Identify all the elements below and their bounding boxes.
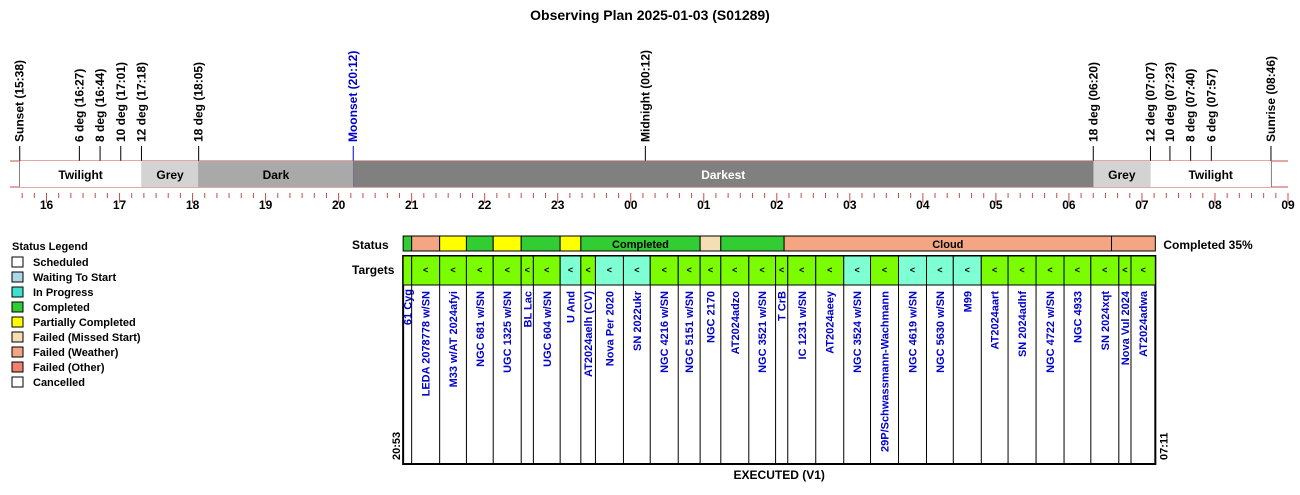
status-row-label: Status (352, 238, 389, 252)
targets-frame (403, 256, 1155, 464)
target-name: NGC 3521 w/SN (757, 291, 770, 373)
legend-label: Completed (33, 302, 90, 314)
event-label: 18 deg (06:20) (1086, 61, 1101, 142)
target-name: UGC 1325 w/SN (502, 291, 515, 373)
event-label: Midnight (00:12) (638, 50, 653, 142)
legend-label: Cancelled (33, 377, 85, 389)
target-marker: < (1102, 265, 1108, 275)
target-name: Nova Vul 2024 (1119, 291, 1132, 366)
target-name: M99 (962, 291, 975, 313)
target-block (403, 256, 412, 285)
hour-label: 08 (1208, 198, 1222, 212)
legend-title: Status Legend (12, 241, 88, 253)
target-marker: < (909, 265, 916, 275)
target-marker: < (661, 265, 667, 275)
target-marker: < (1019, 265, 1025, 275)
legend-label: Failed (Other) (33, 362, 105, 374)
target-name: 61 Cyg (402, 289, 415, 326)
phase-label: Grey (1108, 168, 1136, 182)
hour-label: 22 (478, 198, 492, 212)
legend-swatch (12, 257, 23, 267)
target-marker: < (634, 265, 640, 275)
hour-label: 21 (404, 198, 419, 212)
hour-label: 02 (770, 198, 784, 212)
targets-footer: EXECUTED (V1) (733, 468, 825, 482)
target-marker: < (732, 265, 738, 275)
target-name: NGC 5630 w/SN (934, 291, 947, 373)
target-marker: < (606, 265, 613, 275)
event-label: 8 deg (16:44) (93, 68, 108, 142)
target-marker: < (1140, 265, 1146, 275)
target-marker: < (686, 265, 692, 275)
event-label: 18 deg (18:05) (191, 61, 206, 142)
target-marker: < (1122, 265, 1128, 275)
status-segment-label: Cloud (932, 239, 964, 251)
hour-label: 17 (112, 198, 127, 212)
legend-label: In Progress (33, 287, 94, 299)
event-label: 12 deg (07:07) (1143, 61, 1158, 142)
target-marker: < (854, 265, 860, 275)
targets-row (352, 256, 1170, 482)
sky-phase-band (10, 161, 1288, 187)
legend-label: Failed (Missed Start) (33, 332, 141, 344)
target-name: LEDA 2078778 w/SN (420, 291, 433, 397)
targets-row-label: Targets (352, 263, 395, 277)
status-segment (1112, 236, 1156, 251)
target-name: SN 2024adhf (1017, 291, 1030, 358)
hour-label: 03 (843, 198, 857, 212)
target-name: M33 w/AT 2024afyi (448, 291, 461, 388)
target-name: AT2024adwa (1138, 291, 1151, 357)
legend-swatch (12, 362, 23, 372)
event-label: Moonset (20:12) (346, 50, 361, 142)
legend-label: Scheduled (33, 257, 89, 269)
event-label: 6 deg (16:27) (72, 68, 87, 142)
target-name: AT2024aelh (CV) (583, 291, 596, 377)
status-segment (412, 236, 440, 251)
target-name: SN 2024xqt (1099, 291, 1112, 351)
phase-label: Darkest (701, 168, 746, 182)
target-marker: < (759, 265, 765, 275)
target-name: NGC 4722 w/SN (1045, 291, 1058, 373)
target-name: AT2024aeey (824, 291, 837, 354)
legend-label: Waiting To Start (33, 272, 117, 284)
target-marker: < (1047, 265, 1053, 275)
hour-label: 05 (989, 198, 1003, 212)
target-name: AT2024adzo (729, 291, 742, 355)
target-marker: < (964, 265, 970, 275)
time-axis (22, 193, 1295, 212)
status-segment (403, 236, 412, 251)
target-marker: < (544, 265, 550, 275)
hour-label: 16 (39, 198, 54, 212)
target-marker: < (477, 265, 483, 275)
legend-swatch (12, 332, 23, 342)
event-label: 8 deg (07:40) (1183, 68, 1198, 142)
target-name: NGC 681 w/SN (474, 291, 487, 367)
target-name: Nova Per 2020 (604, 291, 617, 367)
hour-label: 20 (331, 198, 346, 212)
target-marker: < (585, 265, 591, 275)
target-marker: < (423, 265, 429, 275)
target-marker: < (567, 265, 574, 275)
target-marker: < (1074, 265, 1081, 275)
status-row (352, 236, 1253, 252)
legend-swatch (12, 287, 23, 297)
target-name: UGC 604 w/SN (541, 291, 554, 367)
target-marker: < (450, 265, 456, 275)
target-marker: < (504, 265, 510, 275)
event-label: Sunrise (08:46) (1263, 55, 1278, 142)
status-segment (721, 236, 784, 251)
event-label: 6 deg (07:57) (1204, 68, 1219, 142)
legend-swatch (12, 317, 23, 327)
target-name: BL Lac (522, 291, 535, 328)
hour-label: 06 (1062, 198, 1076, 212)
target-name: NGC 4619 w/SN (907, 291, 920, 373)
target-marker: < (881, 265, 888, 275)
status-segment (493, 236, 521, 251)
hour-label: 09 (1281, 198, 1295, 212)
targets-end-time: 07:11 (1158, 432, 1171, 460)
target-marker: < (779, 265, 785, 275)
legend-swatch (12, 272, 23, 282)
event-label: Sunset (15:38) (12, 59, 27, 142)
status-summary: Completed 35% (1163, 238, 1253, 252)
target-name: AT2024aart (989, 291, 1002, 350)
hour-label: 19 (258, 198, 273, 212)
status-segment (560, 236, 581, 251)
target-marker: < (937, 265, 943, 275)
target-marker: < (707, 265, 714, 275)
hour-label: 00 (624, 198, 638, 212)
event-label: 12 deg (17:18) (134, 61, 149, 142)
target-marker: < (827, 265, 833, 275)
target-marker: < (992, 265, 998, 275)
phase-label: Grey (156, 168, 184, 182)
legend-label: Partially Completed (33, 317, 136, 329)
legend-swatch (12, 347, 23, 357)
legend-swatch (12, 377, 23, 387)
status-segment (700, 236, 721, 251)
target-name: 29P/Schwassmann-Wachmann (879, 290, 892, 452)
target-name: NGC 4216 w/SN (659, 291, 672, 373)
target-name: IC 1231 w/SN (796, 291, 809, 360)
target-marker: < (524, 265, 530, 275)
hour-label: 04 (916, 198, 930, 212)
target-marker: < (799, 265, 805, 275)
chart-title: Observing Plan 2025-01-03 (S01289) (530, 7, 770, 23)
target-name: T CrB (776, 291, 789, 321)
target-name: NGC 4933 (1072, 291, 1085, 343)
hour-label: 23 (551, 198, 565, 212)
hour-label: 18 (185, 198, 200, 212)
target-name: SN 2022ukr (631, 291, 644, 351)
target-name: NGC 3524 w/SN (852, 291, 865, 373)
target-name: NGC 5151 w/SN (684, 291, 697, 373)
status-segment (521, 236, 560, 251)
status-segment (440, 236, 467, 251)
event-label: 10 deg (07:23) (1162, 61, 1177, 142)
event-label: 10 deg (17:01) (113, 61, 128, 142)
status-segment (466, 236, 493, 251)
status-segment-label: Completed (612, 239, 669, 251)
legend-swatch (12, 302, 23, 312)
legend-label: Failed (Weather) (33, 347, 119, 359)
hour-label: 07 (1135, 198, 1149, 212)
targets-start-time: 20:53 (391, 431, 404, 460)
status-legend (12, 241, 141, 389)
phase-label: Twilight (1188, 168, 1233, 182)
target-name: U And (565, 291, 578, 323)
target-name: NGC 2170 (705, 291, 718, 343)
phase-label: Twilight (58, 168, 103, 182)
phase-label: Dark (262, 168, 290, 182)
hour-label: 01 (697, 198, 711, 212)
